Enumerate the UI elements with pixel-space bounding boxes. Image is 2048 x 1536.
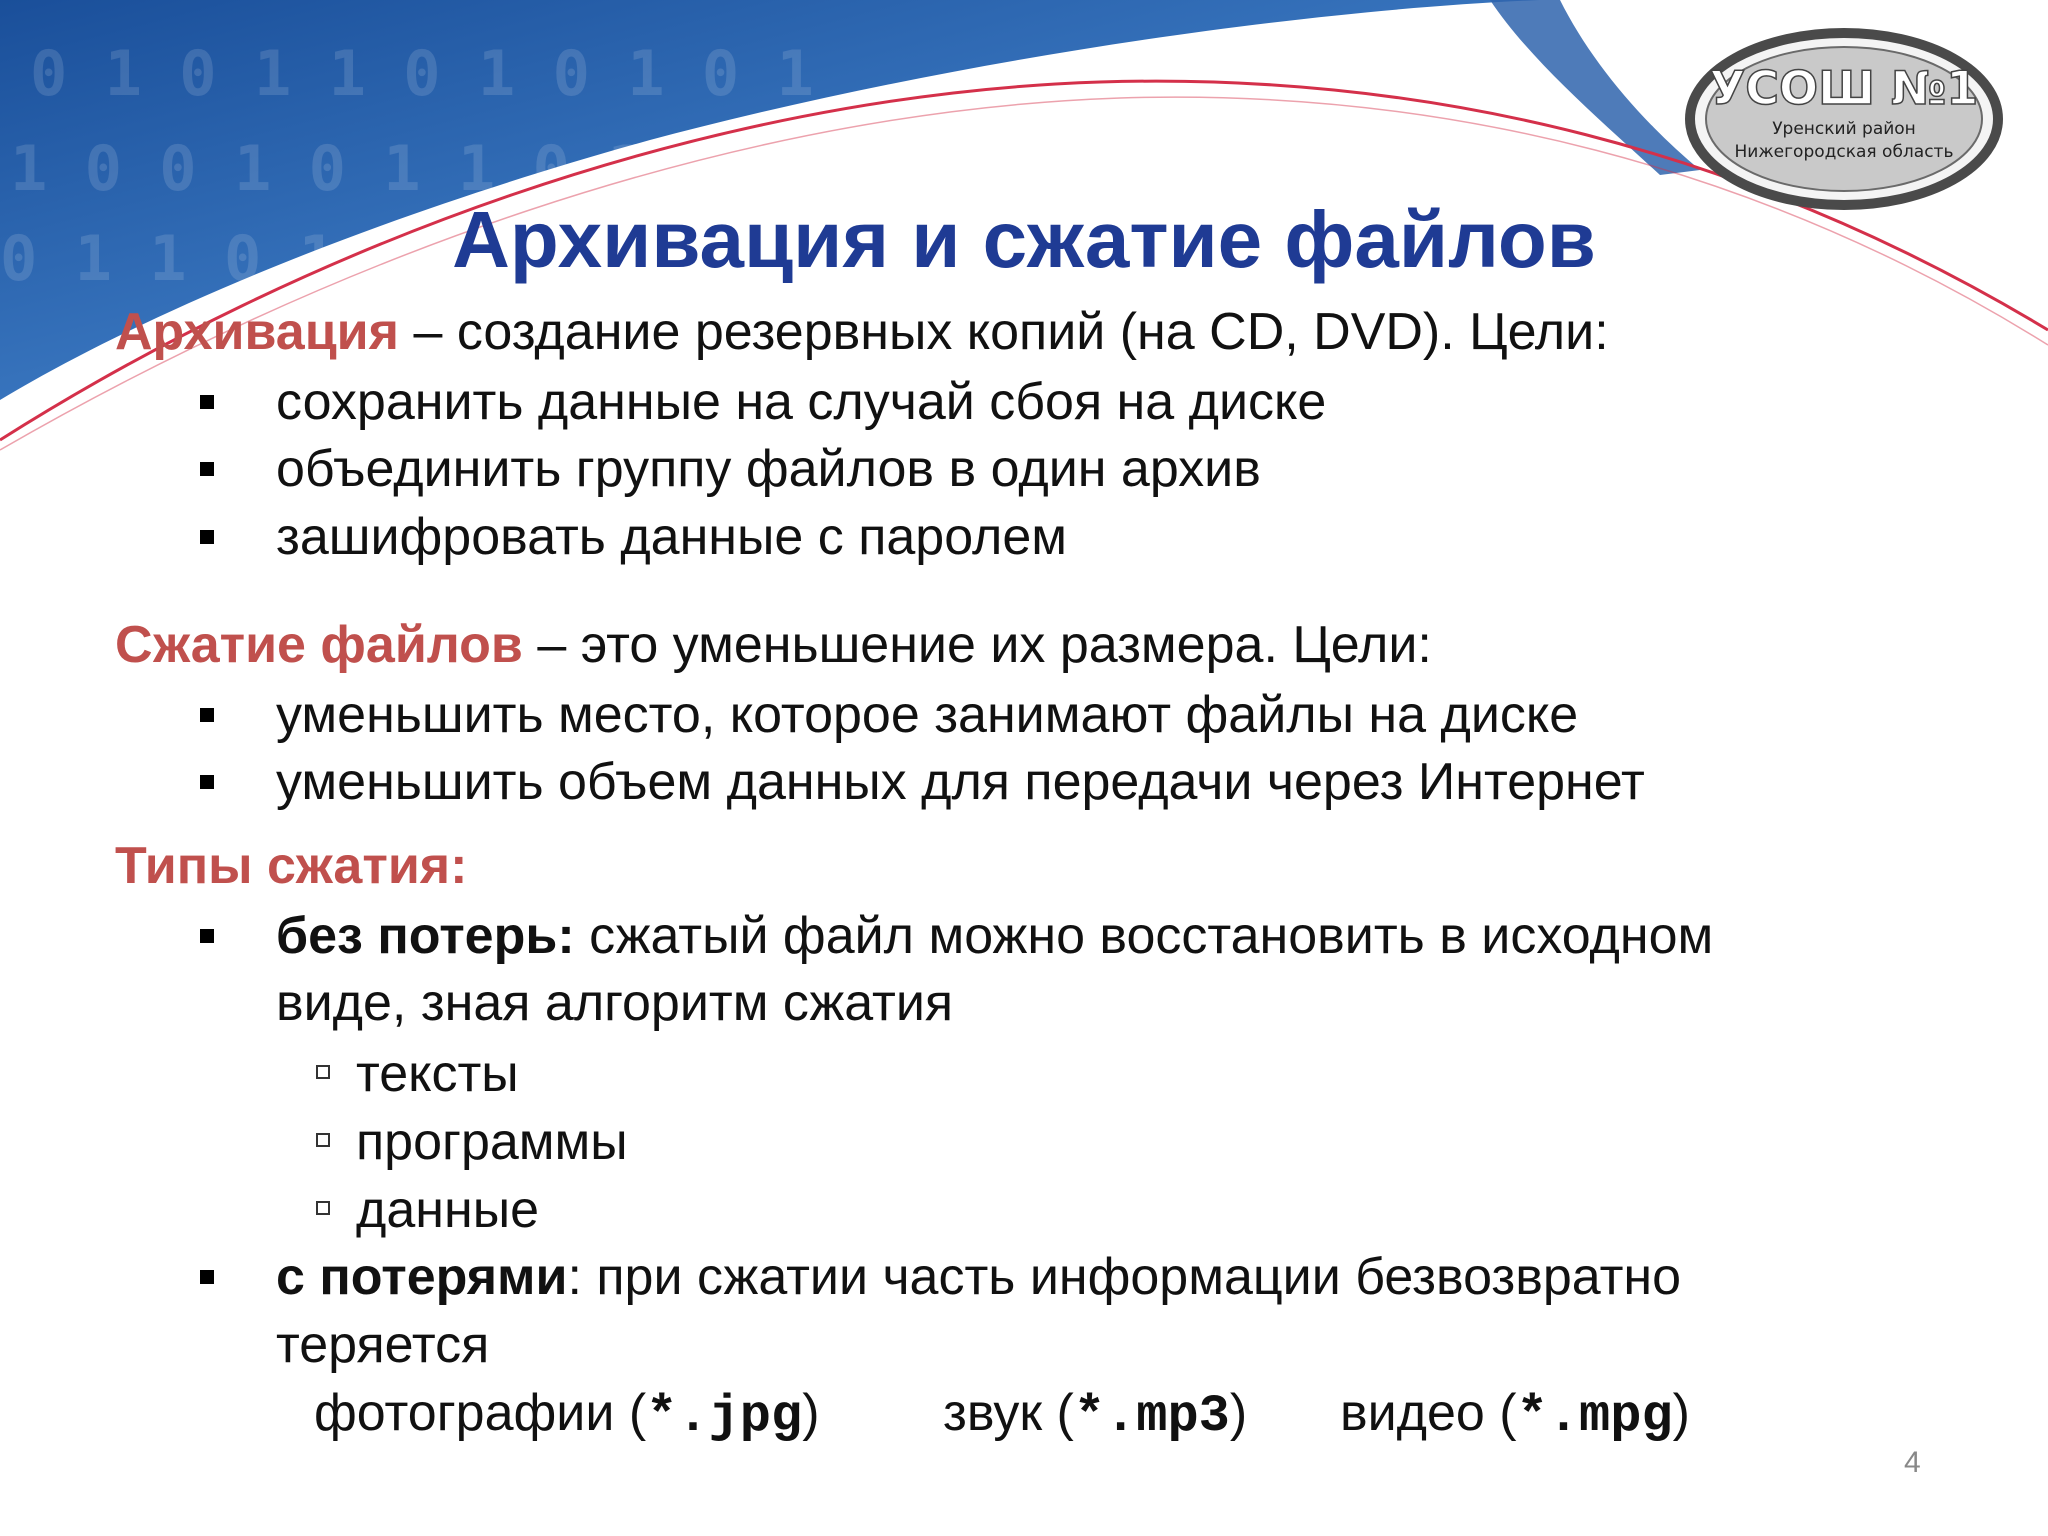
lossy-photo-example	[314, 1381, 820, 1449]
lossy-sound-example	[943, 1381, 1247, 1449]
bullet-square	[200, 775, 214, 789]
lossy-line-2: теряется	[276, 1316, 490, 1374]
archiving-definition	[115, 300, 1609, 364]
paren: )	[1229, 1384, 1248, 1442]
compression-goal: уменьшить объем данных для передачи через Интернет	[276, 753, 1645, 811]
svg-text:УСОШ №1: УСОШ №1	[1709, 61, 1979, 115]
svg-text:Нижегородская область: Нижегородская область	[1734, 142, 1954, 162]
svg-text:0 1 0 1 1 0 1 0 1 0 1: 0 1 0 1 1 0 1 0 1 0 1	[30, 37, 814, 110]
compression-goal: уменьшить место, которое занимают файлы на диске	[276, 686, 1579, 744]
lossless-example: тексты	[356, 1045, 519, 1103]
svg-text:Уренский район: Уренский район	[1772, 119, 1916, 139]
bullet-square	[200, 929, 214, 943]
mpg-extension: *.mpg	[1516, 1387, 1673, 1446]
svg-text:0 1 1 0 1 0 1 0 1: 0 1 1 0 1 0 1 0 1	[0, 222, 635, 295]
mp3-extension: *.mp3	[1073, 1387, 1230, 1446]
slide-title: Архивация и сжатие файлов	[452, 195, 1596, 284]
bullet-square	[200, 462, 214, 476]
svg-text:1 0 0 1 0 1 1 0 1 0: 1 0 0 1 0 1 1 0 1 0	[10, 132, 720, 205]
archiving-goal: объединить группу файлов в один архив	[276, 440, 1261, 498]
archiving-goal: сохранить данные на случай сбоя на диске	[276, 373, 1327, 431]
lossless-example: программы	[356, 1113, 628, 1171]
archiving-definition-text: – создание резервных копий (на CD, DVD). Цели:	[399, 303, 1609, 361]
bullet-square	[200, 395, 214, 409]
bullet-square	[200, 1270, 214, 1284]
compression-definition	[115, 613, 1432, 677]
paren: )	[802, 1384, 820, 1442]
compression-term: Сжатие файлов	[115, 616, 523, 674]
lossy-line-1	[276, 1245, 1681, 1309]
lossless-label: без потерь:	[276, 907, 575, 965]
school-logo	[1685, 28, 2003, 210]
sub-bullet-square	[316, 1065, 330, 1079]
jpg-extension: *.jpg	[646, 1387, 803, 1446]
sub-bullet-square	[316, 1133, 330, 1147]
compression-definition-text: – это уменьшение их размера. Цели:	[522, 616, 1432, 674]
lossless-line-1	[276, 904, 1713, 968]
archiving-goal: зашифровать данные с паролем	[276, 508, 1067, 566]
bullet-square	[200, 530, 214, 544]
lossy-text: : при сжатии часть информации безвозвратно	[567, 1248, 1682, 1306]
paren: )	[1672, 1384, 1690, 1442]
photo-label: фотографии (	[314, 1384, 647, 1442]
compression-types-heading: Типы сжатия:	[115, 837, 468, 895]
page-number: 4	[1904, 1446, 1921, 1479]
sub-bullet-square	[316, 1201, 330, 1215]
sound-label: звук (	[943, 1384, 1074, 1442]
lossless-line-2: виде, зная алгоритм сжатия	[276, 974, 954, 1032]
lossy-video-example	[1340, 1381, 1690, 1449]
video-label: видео (	[1340, 1384, 1517, 1442]
lossless-example: данные	[356, 1181, 539, 1239]
lossless-text: сжатый файл можно восстановить в исходном	[574, 907, 1714, 965]
archiving-term: Архивация	[115, 303, 399, 361]
bullet-square	[200, 708, 214, 722]
lossy-label: с потерями	[276, 1248, 568, 1306]
